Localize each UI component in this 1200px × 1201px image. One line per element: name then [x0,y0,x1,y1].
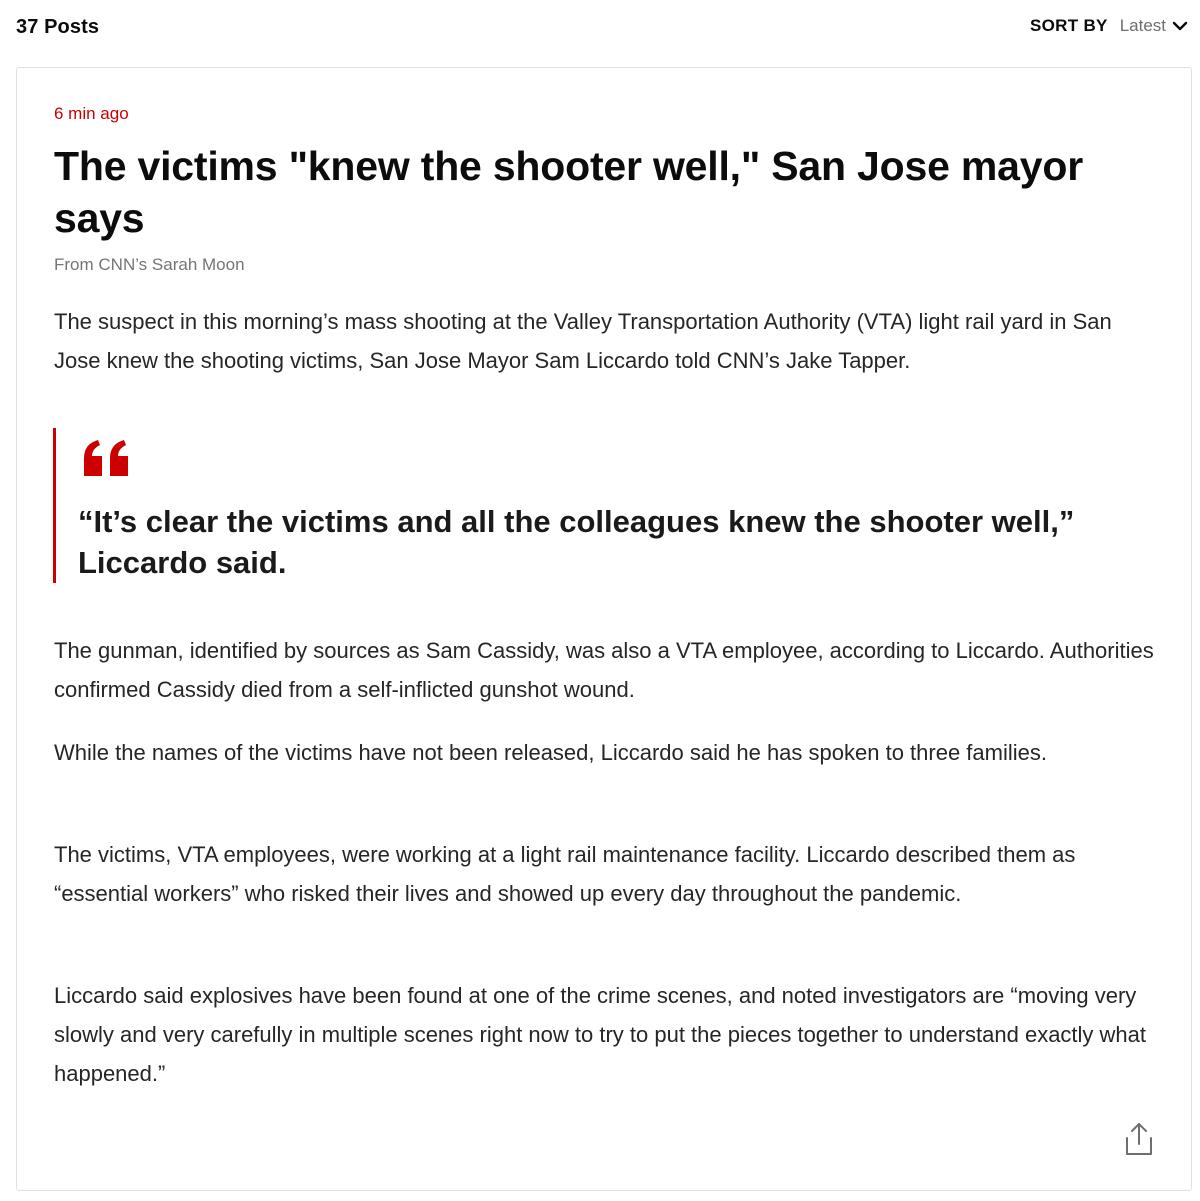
post-headline: The victims "knew the shooter well," San Jose mayor says [54,143,1083,241]
share-icon[interactable] [1125,1122,1153,1156]
post-byline: From CNN’s Sarah Moon [54,255,245,274]
quote-icon [82,440,132,476]
sort-label: SORT BY [1030,16,1108,35]
chevron-down-icon[interactable] [1172,18,1188,34]
post-paragraph: The gunman, identified by sources as Sam Cassidy, was also a VTA employee, according to Liccardo. Authorities confirmed Cassidy died from a self-inflicted gunshot wound. [54,638,1154,702]
sort-control[interactable] [1030,16,1188,36]
post-paragraph: The suspect in this morning’s mass shooting at the Valley Transportation Authority (VTA) light rail yard in San Jose knew the shooting victims, San Jose Mayor Sam Liccardo told CNN’s Jake Tapper. [54,309,1112,373]
post-paragraph: While the names of the victims have not been released, Liccardo said he has spoken to three families. [54,740,1047,765]
post-card [16,67,1192,1191]
pull-quote-text: “It’s clear the victims and all the colleagues knew the shooter well,” Liccardo said. [78,504,1075,580]
post-paragraph: Liccardo said explosives have been found at one of the crime scenes, and noted investigators are “moving very slowly and very carefully in multiple scenes right now to try to put the pieces together to understand exactly what happened.” [54,983,1147,1086]
pull-quote [53,428,1136,583]
post-paragraph: The victims, VTA employees, were working at a light rail maintenance facility. Liccardo described them as “essential workers” who risked their lives and showed up every day throughout the pandemic. [54,842,1076,906]
feed-header [0,0,1200,58]
sort-value[interactable]: Latest [1119,16,1166,35]
post-count: 37 Posts [16,16,100,38]
post-timestamp: 6 min ago [54,104,129,123]
